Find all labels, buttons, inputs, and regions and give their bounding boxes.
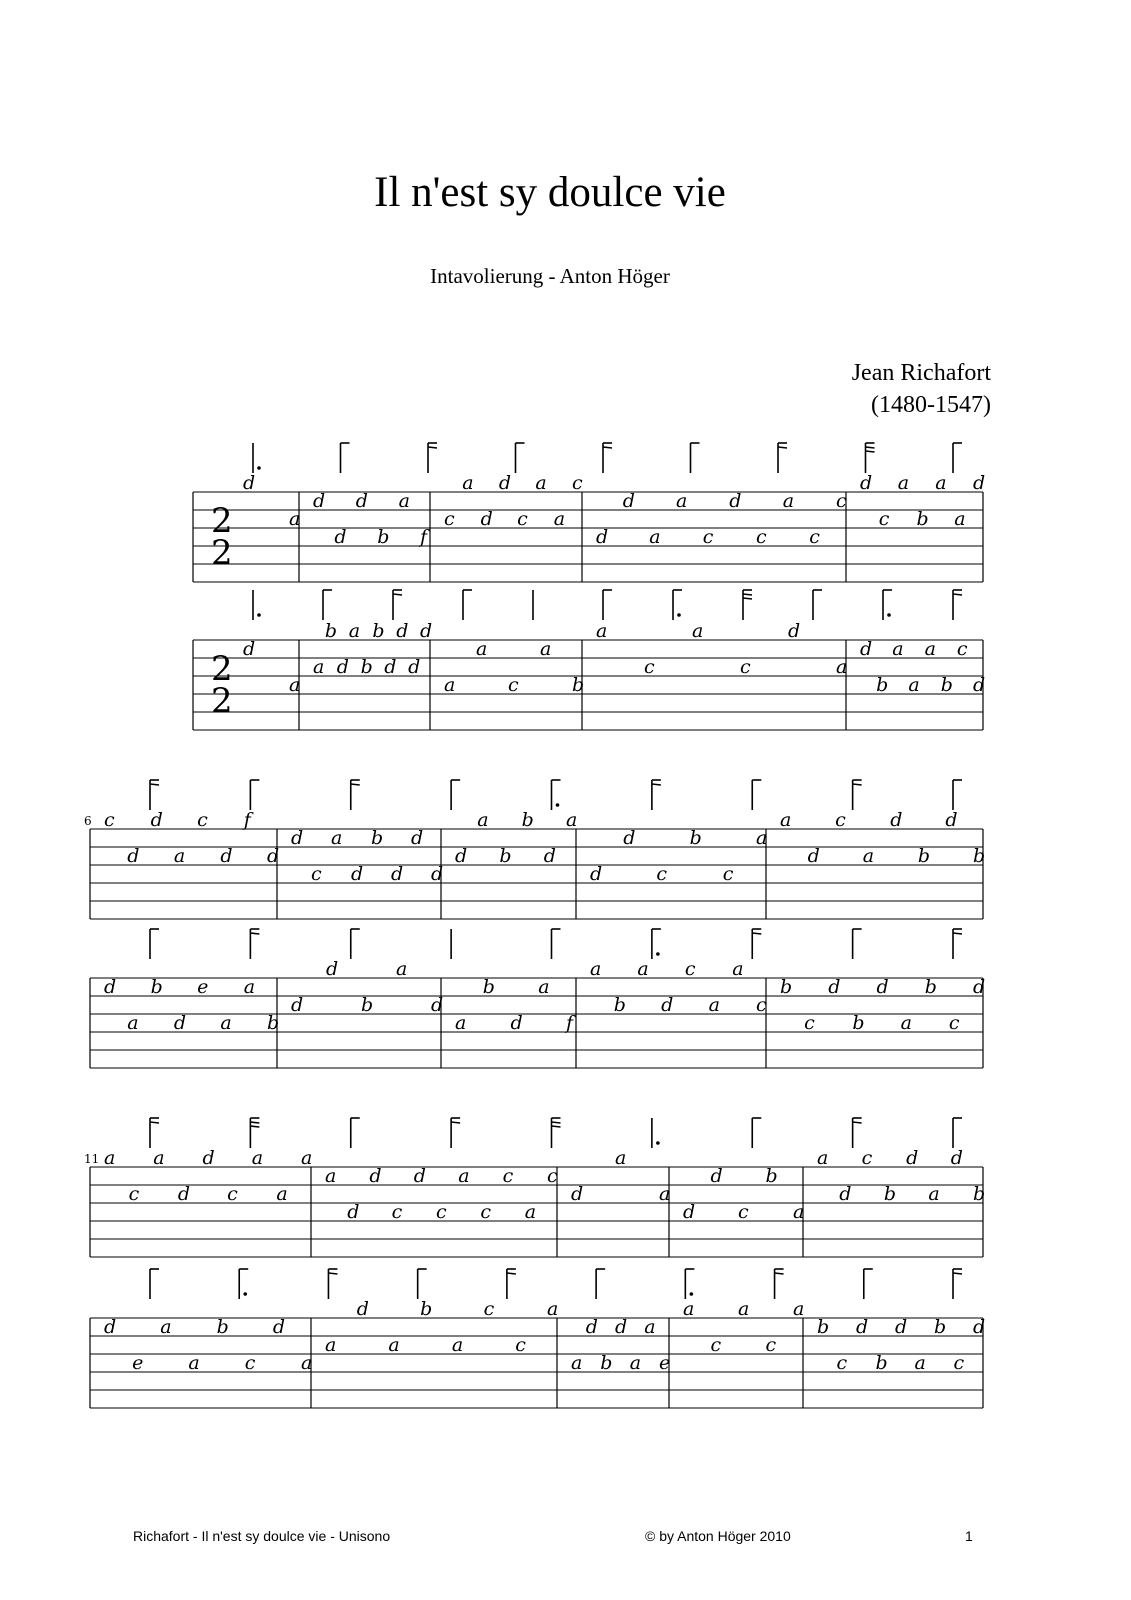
tab-letter-s1-p2: d [420, 620, 433, 642]
tab-letter-s2-p1: d [351, 863, 364, 885]
tab-letter-s2-p1: d [590, 863, 603, 885]
tab-letter-s1-p1: a [553, 508, 566, 530]
tab-letter-s2-p2: a [243, 976, 256, 998]
tab-letter-s3-p1: a [458, 1165, 470, 1187]
tab-letter-s1-p1: d [729, 490, 742, 512]
tab-letter-s2-p2: d [291, 994, 304, 1016]
tab-letter-s1-p2: b [360, 656, 373, 678]
rhythm-flag-s2-p1 [451, 780, 460, 810]
tab-letter-s2-p2: c [756, 994, 767, 1016]
tab-letter-s1-p2: b [372, 620, 385, 642]
rhythm-flag-s2-p2 [853, 929, 862, 959]
rhythm-flag-s2-p1 [853, 780, 862, 810]
rhythm-flag-s3-p1 [351, 1118, 360, 1148]
rhythm-flag-s3-p2 [864, 1269, 873, 1299]
tab-letter-s2-p1: c [311, 863, 322, 885]
tab-letter-s3-p2: d [585, 1316, 598, 1338]
tab-letter-s2-p1: a [477, 809, 489, 831]
measure-number: 6 [84, 814, 92, 828]
tab-letter-s2-p2: d [326, 958, 339, 980]
rhythm-flag-s3-p1 [652, 1118, 660, 1148]
tab-letter-s1-p2: a [444, 674, 456, 696]
tab-letter-s1-p2: b [940, 674, 953, 696]
tab-letter-s2-p1: d [150, 809, 163, 831]
tab-letter-s2-p1: d [220, 845, 233, 867]
tab-letter-s1-p1: a [782, 490, 795, 512]
tab-letter-s2-p1: b [521, 809, 534, 831]
tab-letter-s3-p1: d [369, 1165, 382, 1187]
tab-letter-s3-p2: a [188, 1352, 200, 1374]
tab-letter-s1-p2: d [243, 638, 256, 660]
tab-letter-s2-p1: a [862, 845, 875, 867]
tab-letter-s3-p2: a [914, 1352, 926, 1374]
tab-letter-s2-p1: d [455, 845, 468, 867]
tab-letter-s3-p2: d [973, 1316, 986, 1338]
tab-letter-s3-p2: a [451, 1334, 464, 1356]
tab-letter-s2-p2: b [150, 976, 163, 998]
tab-letter-s1-p2: a [892, 638, 904, 660]
tab-letter-s2-p2: a [590, 958, 602, 980]
tab-letter-s3-p1: c [128, 1183, 140, 1205]
tab-letter-s1-p1: a [289, 508, 301, 530]
time-signature-upper-s1-p1: 2 [211, 501, 233, 541]
tab-letter-s1-p2: a [692, 620, 704, 642]
tab-letter-s3-p2: c [710, 1334, 722, 1356]
tab-letter-s2-p1: d [623, 827, 636, 849]
tab-letter-s3-p2: a [160, 1316, 172, 1338]
tab-letter-s2-p2: c [804, 1012, 815, 1034]
rhythm-flag-s3-p2 [418, 1269, 427, 1299]
rhythm-flag-s2-p2 [351, 929, 360, 959]
tab-letter-s2-p1: d [411, 827, 424, 849]
tab-letter-s2-p2: d [173, 1012, 187, 1034]
tab-letter-s3-p1: a [325, 1165, 337, 1187]
tab-letter-s2-p2: d [973, 976, 986, 998]
tab-letter-s3-p2: c [765, 1334, 777, 1356]
tab-letter-s1-p1: d [498, 472, 512, 494]
rhythm-flag-s3-p1 [150, 1118, 159, 1148]
tab-letter-s1-p2: d [384, 656, 397, 678]
tab-letter-s1-p1: d [355, 490, 368, 512]
rhythm-flag-s2-p1 [150, 780, 159, 810]
tab-letter-s1-p2: c [508, 674, 519, 696]
rhythm-flag-s2-p1 [351, 780, 360, 810]
tab-letter-s3-p2: c [515, 1334, 526, 1356]
tab-letter-s2-p2: c [948, 1012, 960, 1034]
rhythm-flag-s2-p1 [652, 780, 661, 810]
tab-letter-s1-p1: d [596, 526, 609, 548]
tab-letter-s2-p1: b [499, 845, 512, 867]
tab-letter-s1-p1: d [334, 526, 347, 548]
tab-letter-s3-p1: b [973, 1183, 986, 1205]
tab-letter-s1-p1: c [836, 490, 847, 512]
tab-letter-s3-p1: c [436, 1201, 447, 1223]
rhythm-flag-s2-p2 [150, 929, 159, 959]
tab-letter-s1-p2: d [408, 656, 421, 678]
tab-letter-s2-p1: d [945, 809, 958, 831]
rhythm-flag-s2-p2 [652, 929, 661, 959]
tab-letter-s2-p1: f [243, 809, 251, 831]
rhythm-flag-s1-p2 [673, 590, 682, 620]
tab-letter-s2-p2: a [708, 994, 720, 1016]
rhythm-flag-s3-p1 [752, 1118, 761, 1148]
rhythm-flag-s1-p2 [813, 590, 822, 620]
tab-letter-s1-p1: a [897, 472, 910, 494]
rhythm-flag-s1-p1 [603, 443, 612, 473]
tab-letter-s3-p2: b [600, 1352, 613, 1374]
tab-letter-s3-p1: d [347, 1201, 360, 1223]
rhythm-flag-s1-p1 [778, 443, 787, 473]
tab-letter-s2-p1: d [267, 845, 280, 867]
tab-letter-s1-p2: a [596, 620, 608, 642]
rhythm-flag-s1-p2 [953, 590, 962, 620]
rhythm-flag-s3-p2 [239, 1269, 248, 1299]
tab-letter-s2-p2: b [852, 1012, 865, 1034]
rhythm-flag-s1-p1 [691, 443, 700, 473]
tab-letter-s2-p1: d [807, 845, 820, 867]
rhythm-flag-s3-p2 [507, 1269, 516, 1299]
page-number: 1 [965, 1528, 973, 1544]
tab-letter-s1-p1: a [676, 490, 688, 512]
tab-letter-s3-p1: a [817, 1147, 829, 1169]
tab-letter-s3-p2: d [856, 1316, 869, 1338]
tab-letter-s1-p2: a [836, 656, 848, 678]
tab-letter-s3-p1: d [177, 1183, 191, 1205]
tab-letter-s3-p2: e [659, 1352, 671, 1374]
rhythm-flag-s3-p1 [853, 1118, 862, 1148]
tab-letter-s1-p2: b [324, 620, 338, 642]
tab-letter-s3-p2: a [644, 1316, 656, 1338]
tab-letter-s3-p1: a [793, 1201, 805, 1223]
rhythm-flag-s3-p2 [953, 1269, 962, 1299]
tab-letter-s1-p2: d [396, 620, 409, 642]
rhythm-flag-s1-p1 [866, 443, 875, 473]
tab-letter-s2-p2: a [396, 958, 408, 980]
tab-letter-s3-p1: c [227, 1183, 238, 1205]
tab-letter-s1-p1: d [243, 472, 256, 494]
tab-letter-s1-p2: b [876, 674, 889, 696]
rhythm-flag-s1-p2 [393, 590, 402, 620]
tab-letter-s2-p1: d [127, 845, 140, 867]
tab-letter-s1-p1: a [398, 490, 410, 512]
tab-letter-s2-p1: c [656, 863, 668, 885]
tab-letter-s2-p1: c [104, 809, 115, 831]
tab-letter-s2-p2: b [267, 1012, 280, 1034]
tab-letter-s2-p2: a [900, 1012, 912, 1034]
composer-name: Jean Richafort [851, 360, 991, 386]
tab-letter-s3-p2: a [683, 1298, 695, 1320]
rhythm-flag-s2-p2 [953, 929, 962, 959]
rhythm-flag-s1-p2 [743, 590, 752, 620]
tab-letter-s3-p1: c [738, 1201, 749, 1223]
tab-letter-s1-p2: c [956, 638, 968, 660]
tab-letter-s3-p1: c [547, 1165, 558, 1187]
tab-letter-s1-p2: a [540, 638, 552, 660]
tab-letter-s3-p1: c [861, 1147, 873, 1169]
tab-letter-s1-p2: b [572, 674, 585, 696]
tab-letter-s3-p1: a [276, 1183, 288, 1205]
tab-letter-s3-p2: a [629, 1352, 642, 1374]
tab-letter-s2-p1: b [917, 845, 931, 867]
rhythm-flag-s3-p2 [685, 1269, 694, 1299]
tab-letter-s3-p1: a [251, 1147, 264, 1169]
tab-letter-s1-p1: b [377, 526, 390, 548]
tab-letter-s3-p2: e [132, 1352, 144, 1374]
tab-letter-s2-p2: d [431, 994, 444, 1016]
tab-letter-s2-p2: b [924, 976, 937, 998]
rhythm-flag-s2-p2 [552, 929, 561, 959]
tab-letter-s1-p2: a [289, 674, 301, 696]
composer-dates: (1480-1547) [871, 392, 991, 418]
tab-letter-s1-p2: a [313, 656, 325, 678]
tab-letter-s3-p1: d [839, 1183, 852, 1205]
rhythm-flag-s3-p2 [150, 1269, 159, 1299]
tab-letter-s3-p1: a [615, 1147, 627, 1169]
tab-letter-s2-p2: d [104, 976, 117, 998]
tab-letter-s1-p1: a [649, 526, 661, 548]
tab-letter-s3-p1: c [391, 1201, 403, 1223]
tab-letter-s1-p1: c [444, 508, 455, 530]
tab-letter-s3-p2: b [216, 1316, 229, 1338]
tab-letter-s2-p1: b [973, 845, 986, 867]
tab-letter-s1-p2: a [348, 620, 361, 642]
tab-letter-s1-p1: d [313, 490, 326, 512]
tab-letter-s2-p1: a [331, 827, 343, 849]
time-signature-upper-s1-p2: 2 [211, 649, 233, 689]
tab-letter-s1-p2: c [644, 656, 655, 678]
tab-letter-s2-p1: c [835, 809, 846, 831]
tab-letter-s3-p1: d [950, 1147, 963, 1169]
tab-letter-s1-p1: c [702, 526, 714, 548]
tab-letter-s3-p1: a [659, 1183, 671, 1205]
tab-letter-s1-p1: a [935, 472, 947, 494]
tab-letter-s2-p2: b [361, 994, 374, 1016]
tab-letter-s3-p2: c [244, 1352, 256, 1374]
tab-letter-s3-p1: c [480, 1201, 492, 1223]
tab-letter-s2-p1: a [780, 809, 792, 831]
rhythm-flag-s1-p1 [253, 443, 261, 473]
rhythm-flag-s1-p1 [516, 443, 525, 473]
tab-letter-s1-p1: c [756, 526, 767, 548]
tab-letter-s3-p1: c [502, 1165, 514, 1187]
rhythm-flag-s2-p1 [752, 780, 761, 810]
tab-letter-s2-p2: f [566, 1012, 574, 1034]
tab-letter-s3-p1: a [153, 1147, 165, 1169]
time-signature-lower-s1-p2: 2 [211, 681, 233, 721]
tab-letter-s1-p1: a [954, 508, 966, 530]
tab-letter-s2-p2: b [482, 976, 495, 998]
tab-letter-s2-p2: a [455, 1012, 467, 1034]
tab-letter-s3-p2: a [571, 1352, 583, 1374]
rhythm-flag-s1-p2 [323, 590, 332, 620]
tab-letter-s2-p2: a [637, 958, 649, 980]
tab-letter-s1-p2: d [860, 638, 873, 660]
rhythm-flag-s2-p2 [250, 929, 259, 959]
tab-letter-s3-p2: d [895, 1316, 908, 1338]
tab-letter-s2-p2: a [538, 976, 550, 998]
tab-letter-s3-p1: d [202, 1147, 215, 1169]
tab-letter-s3-p2: b [817, 1316, 830, 1338]
tab-letter-s3-p2: a [547, 1298, 559, 1320]
tab-letter-s3-p2: a [388, 1334, 400, 1356]
tab-letter-s3-p2: d [615, 1316, 628, 1338]
rhythm-flag-s1-p1 [953, 443, 962, 473]
tab-letter-s1-p2: d [788, 620, 801, 642]
tab-letter-s1-p1: d [973, 472, 986, 494]
tab-letter-s1-p1: b [916, 508, 929, 530]
measure-number: 11 [84, 1152, 100, 1166]
tab-letter-s1-p2: d [973, 674, 986, 696]
tab-letter-s3-p2: a [738, 1298, 750, 1320]
tab-letter-s2-p2: a [220, 1012, 232, 1034]
tab-letter-s1-p1: a [462, 472, 474, 494]
tab-letter-s1-p1: c [878, 508, 890, 530]
tab-letter-s3-p2: b [875, 1352, 888, 1374]
tab-letter-s2-p1: d [890, 809, 903, 831]
tab-letter-s3-p1: d [571, 1183, 584, 1205]
rhythm-flag-s3-p2 [596, 1269, 605, 1299]
tab-letter-s3-p2: a [325, 1334, 337, 1356]
tab-letter-s2-p2: d [661, 994, 674, 1016]
rhythm-flag-s1-p1 [428, 443, 437, 473]
tab-letter-s1-p1: a [535, 472, 547, 494]
tab-letter-s2-p2: d [828, 976, 841, 998]
tab-letter-s3-p1: a [104, 1147, 116, 1169]
rhythm-flag-s3-p2 [775, 1269, 784, 1299]
tab-letter-s1-p2: c [740, 656, 751, 678]
tab-letter-s2-p1: d [431, 863, 444, 885]
tab-letter-s2-p2: b [780, 976, 793, 998]
tab-letter-s2-p2: e [197, 976, 209, 998]
tab-letter-s2-p1: a [566, 809, 578, 831]
tab-letter-s2-p1: c [197, 809, 208, 831]
tab-letter-s2-p1: a [173, 845, 186, 867]
tab-letter-s1-p1: c [809, 526, 820, 548]
rhythm-flag-s2-p1 [250, 780, 259, 810]
tab-letter-s3-p2: d [104, 1316, 117, 1338]
tab-letter-s3-p2: c [836, 1352, 848, 1374]
rhythm-flag-s1-p1 [341, 443, 350, 473]
footer-title: Richafort - Il n'est sy doulce vie - Unisono [133, 1528, 391, 1544]
tab-letter-s3-p1: d [683, 1201, 696, 1223]
tab-letter-s2-p1: a [756, 827, 768, 849]
tab-letter-s3-p2: b [420, 1298, 433, 1320]
rhythm-flag-s1-p2 [883, 590, 892, 620]
tab-letter-s2-p2: a [127, 1012, 139, 1034]
footer-copyright: © by Anton Höger 2010 [645, 1528, 791, 1544]
tab-letter-s2-p2: c [684, 958, 696, 980]
tab-letter-s3-p1: d [710, 1165, 723, 1187]
tab-letter-s1-p1: c [517, 508, 528, 530]
tab-letter-s3-p2: c [483, 1298, 495, 1320]
tab-letter-s3-p2: c [953, 1352, 965, 1374]
tab-letter-s2-p2: d [510, 1012, 523, 1034]
tab-letter-s3-p1: a [524, 1201, 537, 1223]
rhythm-flag-s3-p1 [451, 1118, 460, 1148]
rhythm-flag-s1-p2 [603, 590, 612, 620]
tab-letter-s2-p1: b [371, 827, 384, 849]
tab-letter-s3-p2: a [301, 1352, 313, 1374]
tab-letter-s3-p2: d [356, 1298, 369, 1320]
rhythm-flag-s1-p2 [463, 590, 472, 620]
tab-letter-s3-p1: b [883, 1183, 897, 1205]
tab-letter-s2-p1: c [722, 863, 734, 885]
tab-letter-s3-p1: a [301, 1147, 313, 1169]
tab-letter-s3-p1: b [765, 1165, 778, 1187]
tab-letter-s1-p2: a [908, 674, 920, 696]
tab-letter-s1-p2: a [476, 638, 488, 660]
tab-letter-s3-p1: d [413, 1165, 426, 1187]
tab-letter-s2-p1: d [543, 845, 556, 867]
tab-letter-s2-p2: b [613, 994, 626, 1016]
tab-letter-s3-p2: a [793, 1298, 805, 1320]
rhythm-flag-s2-p1 [552, 780, 561, 810]
tab-letter-s1-p1: d [480, 508, 493, 530]
time-signature-lower-s1-p1: 2 [211, 533, 233, 573]
tab-letter-s2-p1: b [689, 827, 702, 849]
tab-letter-s2-p1: d [391, 863, 404, 885]
rhythm-flag-s3-p1 [250, 1118, 259, 1148]
tab-letter-s3-p1: a [928, 1183, 940, 1205]
tab-letter-s1-p2: a [924, 638, 936, 660]
tab-letter-s2-p2: d [876, 976, 889, 998]
rhythm-flag-s2-p1 [953, 780, 962, 810]
rhythm-flag-s3-p1 [552, 1118, 561, 1148]
tab-letter-s1-p1: d [622, 490, 635, 512]
rhythm-flag-s3-p1 [953, 1118, 962, 1148]
arranger-credit: Intavolierung - Anton Höger [430, 264, 670, 288]
tab-letter-s2-p2: a [732, 958, 744, 980]
tab-letter-s3-p2: b [934, 1316, 947, 1338]
tab-letter-s3-p1: d [906, 1147, 919, 1169]
rhythm-flag-s3-p2 [328, 1269, 337, 1299]
tab-letter-s1-p1: d [860, 472, 873, 494]
tab-letter-s1-p2: d [336, 656, 349, 678]
rhythm-flag-s2-p2 [752, 929, 761, 959]
tab-letter-s3-p2: d [272, 1316, 286, 1338]
tab-letter-s1-p1: c [572, 472, 583, 494]
rhythm-flag-s1-p2 [253, 590, 261, 620]
tab-letter-s1-p1: f [420, 526, 428, 548]
tab-letter-s2-p1: d [291, 827, 304, 849]
page-title: Il n'est sy doulce vie [374, 169, 726, 216]
